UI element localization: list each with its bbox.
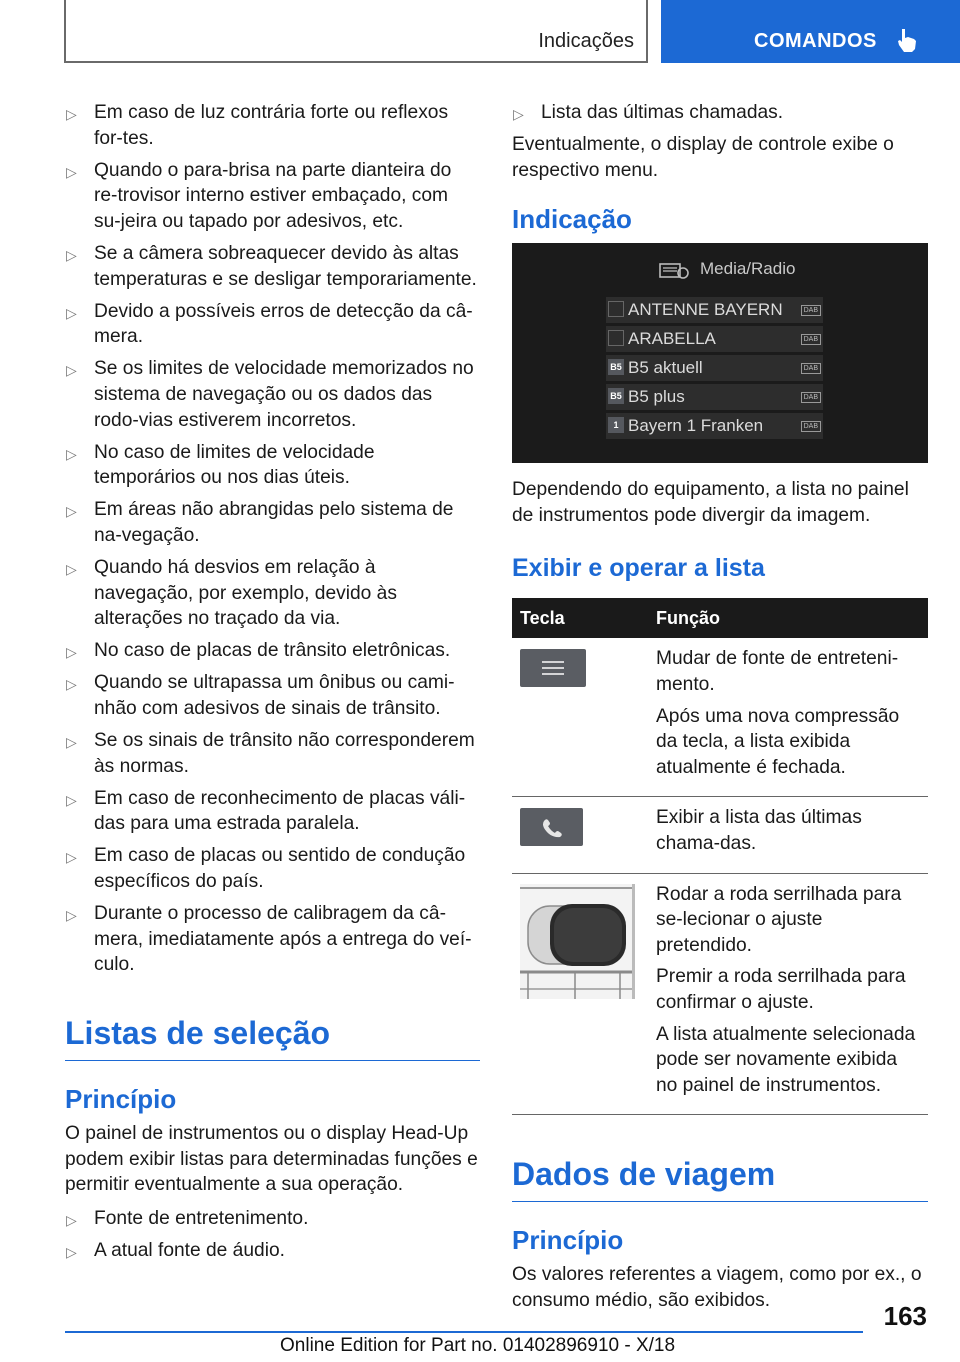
indication-title: Indicação	[512, 204, 632, 235]
triangle-bullet-icon: ▷	[66, 106, 77, 122]
trip-text: Os valores referentes a viagem, como por ex., o consumo médio, são exibidos.	[512, 1264, 922, 1311]
principle-text: O painel de instrumentos ou o display Head-Up podem exibir listas para determinadas funções e permitir eventualmente a sua operação.	[65, 1122, 478, 1196]
list-item: ▷ Se os sinais de trânsito não corresponderem às normas.	[66, 730, 475, 777]
triangle-bullet-icon: ▷	[66, 734, 77, 751]
list-item: ▷ Quando o para-brisa na parte dianteira do re-trovisor interno estiver embaçado, com su-jeira ou tapado por adesivos, etc.	[66, 159, 452, 232]
list-item: ▷ Fonte de entretenimento.	[65, 1206, 480, 1232]
table-cell-text: Exibir a lista das últimas chama-das.	[656, 807, 862, 855]
triangle-bullet-icon: ▷	[513, 106, 524, 122]
station-name: Bayern 1 Franken	[628, 416, 764, 436]
triangle-bullet-icon: ▷	[66, 676, 77, 693]
section-title-listas: Listas de seleção	[65, 1014, 480, 1061]
table-row	[512, 873, 928, 1115]
list-item: ▷ Se os limites de velocidade memorizados no sistema de navegação ou os dados das rodo-vias estiverem incorretos.	[66, 358, 474, 431]
knurled-wheel-icon	[520, 884, 635, 999]
list-item: ▷ Quando há desvios em relação à navegação, por exemplo, devido às alterações no traçado da via.	[66, 557, 397, 630]
station-name: B5 plus	[628, 387, 685, 407]
triangle-bullet-icon: ▷	[66, 907, 77, 924]
column-header-function: Função	[648, 598, 928, 638]
triangle-bullet-icon: ▷	[66, 304, 77, 321]
station-row	[606, 355, 823, 381]
triangle-bullet-icon: ▷	[66, 791, 77, 808]
table-cell-text: A lista atualmente selecionada pode ser novamente exibida no painel de instrumentos.	[656, 1023, 916, 1096]
dab-tag: DAB	[801, 421, 821, 432]
table-cell-text: Rodar a roda serrilhada para se-lecionar o ajuste pretendido.	[656, 883, 902, 956]
list-item: ▷ Quando se ultrapassa um ônibus ou cami-nhão com adesivos de sinais de trânsito.	[66, 672, 455, 719]
left-column	[65, 100, 480, 1270]
list-item: ▷ Se a câmera sobreaquecer devido às altas temperaturas e se desligar temporariamente.	[66, 242, 477, 290]
dab-tag: DAB	[801, 363, 821, 374]
station-row	[606, 413, 823, 439]
media-radio-icon	[658, 258, 690, 280]
triangle-bullet-icon: ▷	[66, 503, 77, 520]
station-badge: B5	[608, 359, 624, 375]
limitations-list	[65, 100, 480, 978]
list-item: ▷ No caso de limites de velocidade temporários ou nos dias úteis.	[66, 441, 375, 489]
header-tab-comandos[interactable]	[661, 0, 960, 63]
station-row	[606, 326, 823, 352]
footer-divider	[65, 1331, 863, 1333]
triangle-bullet-icon: ▷	[66, 362, 77, 379]
section-title-trip: Dados de viagem	[512, 1155, 928, 1202]
list-item: ▷ Em caso de luz contrária forte ou reflexos for-tes.	[66, 102, 449, 149]
right-column	[512, 100, 928, 1322]
triangle-bullet-icon: ▷	[66, 644, 77, 661]
station-name: ANTENNE BAYERN	[628, 300, 783, 320]
station-badge: B5	[608, 388, 624, 404]
list-item: ▷ A atual fonte de áudio.	[65, 1238, 480, 1264]
menu-text: Eventualmente, o display de controle exibe o respectivo menu.	[512, 134, 894, 181]
media-radio-screenshot	[512, 243, 928, 463]
dab-tag: DAB	[801, 334, 821, 345]
triangle-bullet-icon: ▷	[66, 849, 77, 866]
station-badge	[608, 301, 624, 317]
trip-principle-title: Princípio	[512, 1225, 624, 1256]
list-item: ▷ Em caso de reconhecimento de placas váli-das para uma estrada paralela.	[66, 787, 466, 835]
table-header-row	[512, 598, 928, 638]
screenshot-caption: Dependendo do equipamento, a lista no painel de instrumentos pode divergir da imagem.	[512, 479, 909, 526]
table-cell-text: Premir a roda serrilhada para confirmar o ajuste.	[656, 966, 906, 1013]
controls-table	[512, 598, 928, 1115]
list-item: ▷ Devido a possíveis erros de detecção da câ-mera.	[66, 300, 473, 348]
dab-tag: DAB	[801, 305, 821, 316]
header-section-box	[64, 0, 648, 63]
screen-title: Media/Radio	[700, 259, 796, 279]
station-name: ARABELLA	[628, 329, 716, 349]
header-section-label: Indicações	[538, 30, 634, 52]
principle-list	[65, 1206, 480, 1264]
principle-title: Princípio	[65, 1083, 177, 1114]
list-section-title: Exibir e operar a lista	[512, 554, 765, 583]
table-row	[512, 638, 928, 796]
triangle-bullet-icon: ▷	[66, 1243, 77, 1260]
triangle-bullet-icon: ▷	[66, 1211, 77, 1228]
header-tab-label: COMANDOS	[754, 30, 877, 52]
station-name: B5 aktuell	[628, 358, 703, 378]
station-row	[606, 384, 823, 410]
column-header-key: Tecla	[512, 598, 648, 638]
station-badge: 1	[608, 417, 624, 433]
triangle-bullet-icon: ▷	[66, 246, 77, 263]
station-badge	[608, 330, 624, 346]
list-button-icon	[520, 649, 586, 687]
pointing-hand-icon	[896, 27, 918, 53]
list-item: ▷ Em áreas não abrangidas pelo sistema de na-vegação.	[66, 499, 454, 546]
table-row	[512, 797, 928, 873]
page-number: 163	[883, 1301, 927, 1331]
dab-tag: DAB	[801, 392, 821, 403]
triangle-bullet-icon: ▷	[66, 163, 77, 180]
calls-list	[512, 100, 928, 126]
list-item: ▷ Em caso de placas ou sentido de condução específicos do país.	[66, 845, 466, 893]
table-cell-text: Mudar de fonte de entreteni-mento.	[656, 648, 899, 696]
list-item: ▷ Durante o processo de calibragem da câ-mera, imediatamente após a entrega do veí-culo.	[66, 903, 472, 976]
table-cell-text: Após uma nova compressão da tecla, a lista exibida atualmente é fechada.	[656, 705, 900, 778]
list-item: ▷ No caso de placas de trânsito eletrônicas.	[65, 638, 480, 664]
station-row	[606, 297, 823, 323]
footer-edition: Online Edition for Part no. 01402896910 - X/18	[280, 1335, 676, 1356]
triangle-bullet-icon: ▷	[66, 445, 77, 462]
triangle-bullet-icon: ▷	[66, 561, 77, 577]
list-item: ▷ Lista das últimas chamadas.	[512, 100, 928, 126]
phone-button-icon	[520, 808, 583, 846]
